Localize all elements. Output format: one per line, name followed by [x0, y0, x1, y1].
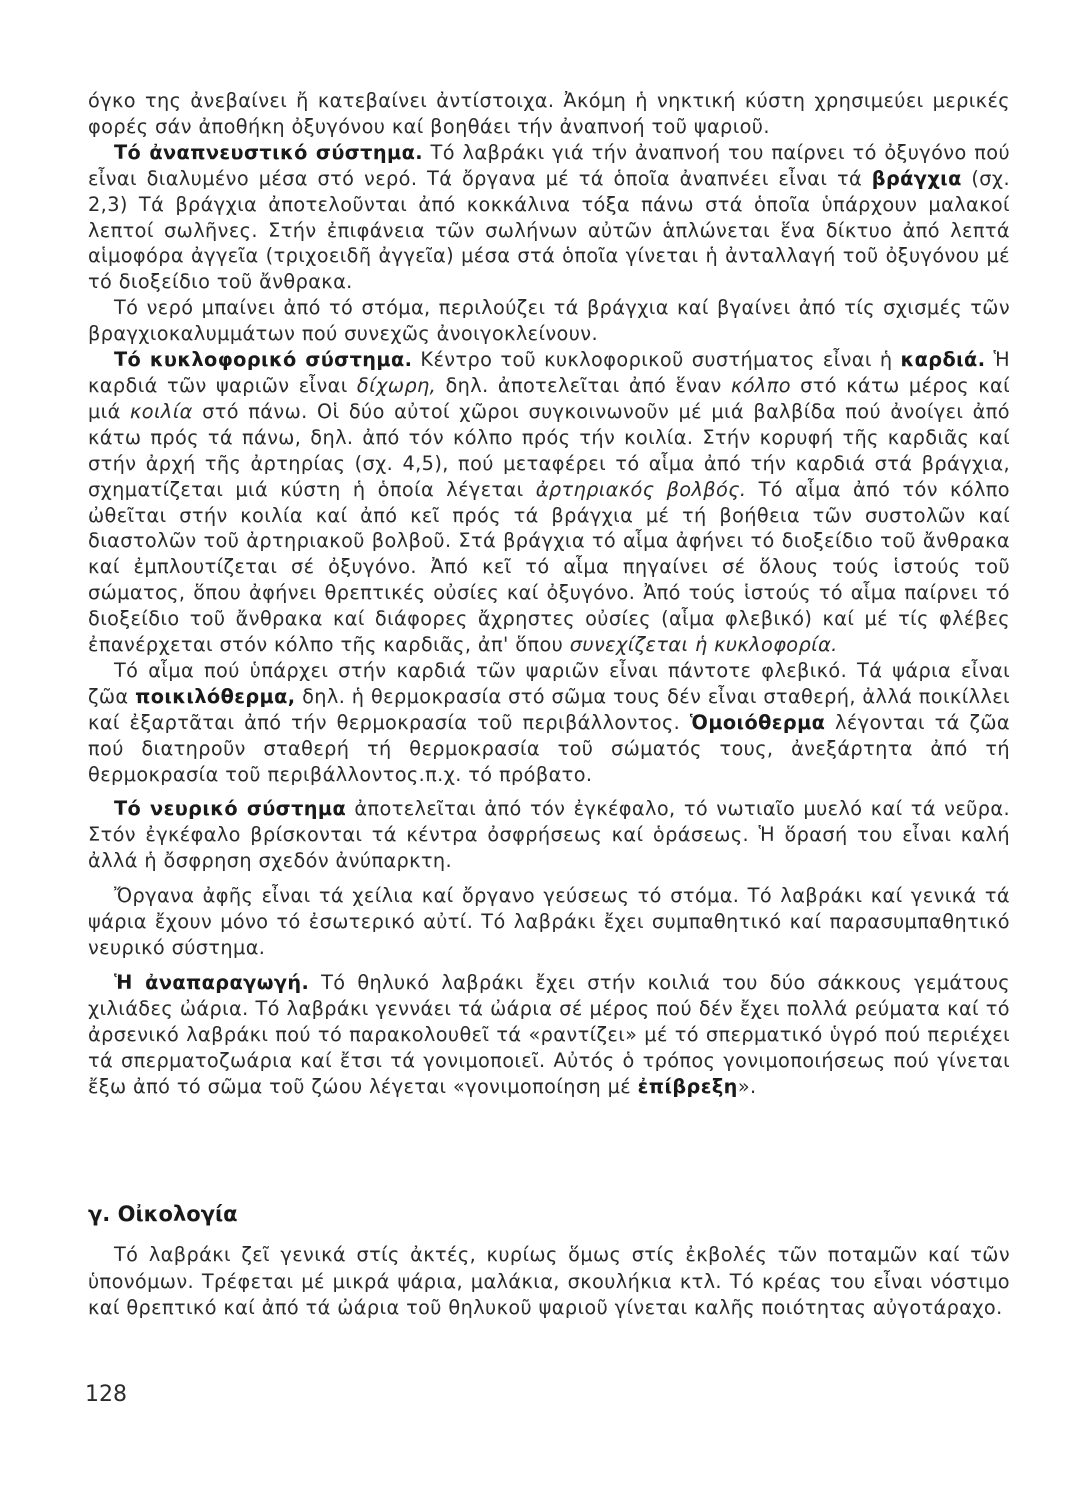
circulatory-heading: Τό κυκλοφορικό σύστημα. — [114, 348, 413, 372]
reproduction-heading: Ἡ ἀναπαραγωγή. — [114, 970, 310, 994]
nervous-heading: Τό νευρικό σύστημα — [114, 797, 347, 821]
paragraph-ecology: Τό λαβράκι ζεῖ γενικά στίς ἀκτές, κυρίως ὅμως στίς ἐκβολές τῶν ποταμῶν καί τῶν ὑπονόμων. Τρέφεται μέ μικρά ψάρια, μαλάκια, σκουλήκια κτλ. Τό κρέας του εἶναι νόστιμο καί θρεπτικό καί ἀπό τά ὠάρια τοῦ θηλυκοῦ ψαριοῦ γίνεται καλῆς ποιότητας αὐγοτάραχο. — [88, 1243, 1010, 1319]
term-two-chambered: δίχωρη, — [356, 373, 437, 397]
paragraph-respiratory-system: Τό ἀναπνευστικό σύστημα. Τό λαβράκι γιά τήν ἀναπνοή του παίρνει τό ὀξυγόνο πού εἶναι διαλυμένο μέσα στό νερό. Τά ὄργανα μέ τά ὁποῖα ἀναπνέει εἶναι τά βράγχια (σχ. 2,3) Τά βράγχια ἀποτελοῦνται ἀπό κοκκάλινα τόξα πάνω στά ὁποῖα ὑπάρχουν μαλακοί λεπτοί σωλῆνες. Στήν ἐπιφάνεια τῶν σωλήνων αὐτῶν ἁπλώνεται ἕνα δίκτυο ἀπό λεπτά αἱμοφόρα ἀγγεῖα (τριχοειδῆ ἀγγεῖα) μέσα στά ὁποῖα γίνεται ἡ ἀνταλλαγή τοῦ ὀξυγόνου μέ τό διοξείδιο τοῦ ἄνθρακα. — [88, 140, 1011, 294]
term-circulation-continues: συνεχίζεται ἡ κυκλοφορία. — [569, 633, 838, 657]
paragraph-thermoregulation: Τό αἷμα πού ὑπάρχει στήν καρδιά τῶν ψαριῶν εἶναι πάντοτε φλεβικό. Τά ψάρια εἶναι ζῶα ποικιλόθερμα, δηλ. ἡ θερμοκρασία στό σῶμα τους δέν εἶναι σταθερή, ἀλλά ποικίλλει καί ἐξαρτᾶται ἀπό τήν θερμοκρασία τοῦ περιβάλλοντος. Ὁμοιόθερμα λέγονται τά ζῶα πού διατηροῦν σταθερή τή θερμοκρασία τοῦ σώματός τους, ἀνεξάρτητα ἀπό τή θερμοκρασία τοῦ περιβάλλοντος.π.χ. τό πρόβατο. — [88, 658, 1010, 786]
term-poikilothermic: ποικιλόθερμα, — [135, 684, 296, 708]
respiratory-heading: Τό ἀναπνευστικό σύστημα. — [114, 140, 423, 164]
paragraph-swim-bladder: όγκο της ἀνεβαίνει ἤ κατεβαίνει ἀντίστοιχα. Ἀκόμη ἡ νηκτική κύστη χρησιμεύει μερικές φορές σάν ἀποθήκη ὀξυγόνου καί βοηθάει τήν ἀναπνοή τοῦ ψαριοῦ. — [88, 89, 1010, 138]
term-external-fertilization: ἐπίβρεξη — [637, 1074, 738, 1098]
term-atrium: κόλπο — [730, 373, 791, 397]
paragraph-reproduction: Ἡ ἀναπαραγωγή. Τό θηλυκό λαβράκι ἔχει στήν κοιλιά του δύο σάκκους γεμάτους χιλιάδες ὠάρια. Τό λαβράκι γεννάει τά ὠάρια σέ μέρος πού δέν ἔχει πολλά ρεύματα καί τό ἀρσενικό λαβράκι πού τό παρακολουθεῖ τά «ραντίζει» μέ τό σπερματικό ὑγρό πού περιέχει τά σπερματοζωάρια καί ἔτσι τά γονιμοποιεῖ. Αὐτός ὁ τρόπος γονιμοποιήσεως πού γίνεται ἔξω ἀπό τό σῶμα τοῦ ζώου λέγεται «γονιμοποίηση μέ ἐπίβρεξη». — [88, 970, 1010, 1098]
page-number: 128 — [85, 1382, 127, 1407]
term-gills: βράγχια — [871, 166, 962, 190]
section-heading-ecology: γ. Οἰκολογία — [88, 1202, 238, 1226]
ecology-text — [88, 1242, 1010, 1322]
term-bulbus-arteriosus: ἀρτηριακός βολβός. — [535, 477, 747, 501]
body-text — [88, 88, 1010, 1099]
term-ventricle: κοιλία — [130, 399, 193, 423]
paragraph-nervous-system: Τό νευρικό σύστημα ἀποτελεῖται ἀπό τόν ἐγκέφαλο, τό νωτιαῖο μυελό καί τά νεῦρα. Στόν ἐγκέφαλο βρίσκονται τά κέντρα ὀσφρήσεως καί ὁράσεως. Ἡ ὅρασή του εἶναι καλή ἀλλά ἡ ὄσφρηση σχεδόν ἀνύπαρκτη. — [88, 797, 1010, 873]
paragraph-water-flow: Τό νερό μπαίνει ἀπό τό στόμα, περιλούζει τά βράγχια καί βγαίνει ἀπό τίς σχισμές τῶν βραγχιοκαλυμμάτων πού συνεχῶς ἀνοιγοκλείνουν. — [88, 296, 1010, 346]
term-homeothermic: Ὁμοιόθερμα — [689, 710, 826, 734]
term-heart: καρδιά. — [900, 348, 986, 372]
paragraph-circulatory-system: Τό κυκλοφορικό σύστημα. Κέντρο τοῦ κυκλοφορικοῦ συστήματος εἶναι ἡ καρδιά. Ἡ καρδιά τῶν ψαριῶν εἶναι δίχωρη, δηλ. ἀποτελεῖται ἀπό ἕναν κόλπο στό κάτω μέρος καί μιά κοιλία στό πάνω. Οἱ δύο αὐτοί χῶροι συγκοινωνοῦν μέ μιά βαλβίδα πού ἀνοίγει ἀπό κάτω πρός τά πάνω, δηλ. ἀπό τόν κόλπο πρός τήν κοιλία. Στήν κορυφή τῆς καρδιᾶς καί στήν ἀρχή τῆς ἀρτηρίας (σχ. 4,5), πού μεταφέρει τό αἷμα ἀπό τήν καρδιά στά βράγχια, σχηματίζεται μιά κύστη ἡ ὁποία λέγεται ἀρτηριακός βολβός. Τό αἷμα ἀπό τόν κόλπο ὠθεῖται στήν κοιλία καί ἀπό κεῖ πρός τά βράγχια μέ τή βοήθεια τῶν συστολῶν καί διαστολῶν τοῦ ἀρτηριακοῦ βολβοῦ. Στά βράγχια τό αἷμα ἀφήνει τό διοξείδιο τοῦ ἄνθρακα καί ἐμπλουτίζεται σέ ὀξυγόνο. Ἀπό κεῖ τό αἷμα πηγαίνει σέ ὅλους τούς ἱστούς τοῦ σώματος, ὅπου ἀφήνει θρεπτικές οὐσίες καί ὀξυγόνο. Ἀπό τούς ἱστούς τό αἷμα παίρνει τό διοξείδιο τοῦ ἄνθρακα καί διάφορες ἄχρηστες οὐσίες (αἷμα φλεβικό) καί μέ τίς φλέβες ἐπανέρχεται στόν κόλπο τῆς καρδιᾶς, ἀπ' ὅπου συνεχίζεται ἡ κυκλοφορία. — [88, 348, 1010, 657]
paragraph-senses: Ὄργανα ἀφῆς εἶναι τά χείλια καί ὄργανο γεύσεως τό στόμα. Τό λαβράκι καί γενικά τά ψάρια ἔχουν μόνο τό ἐσωτερικό αὐτί. Τό λαβράκι ἔχει συμπαθητικό καί παρασυμπαθητικό νευρικό σύστημα. — [88, 884, 1010, 959]
